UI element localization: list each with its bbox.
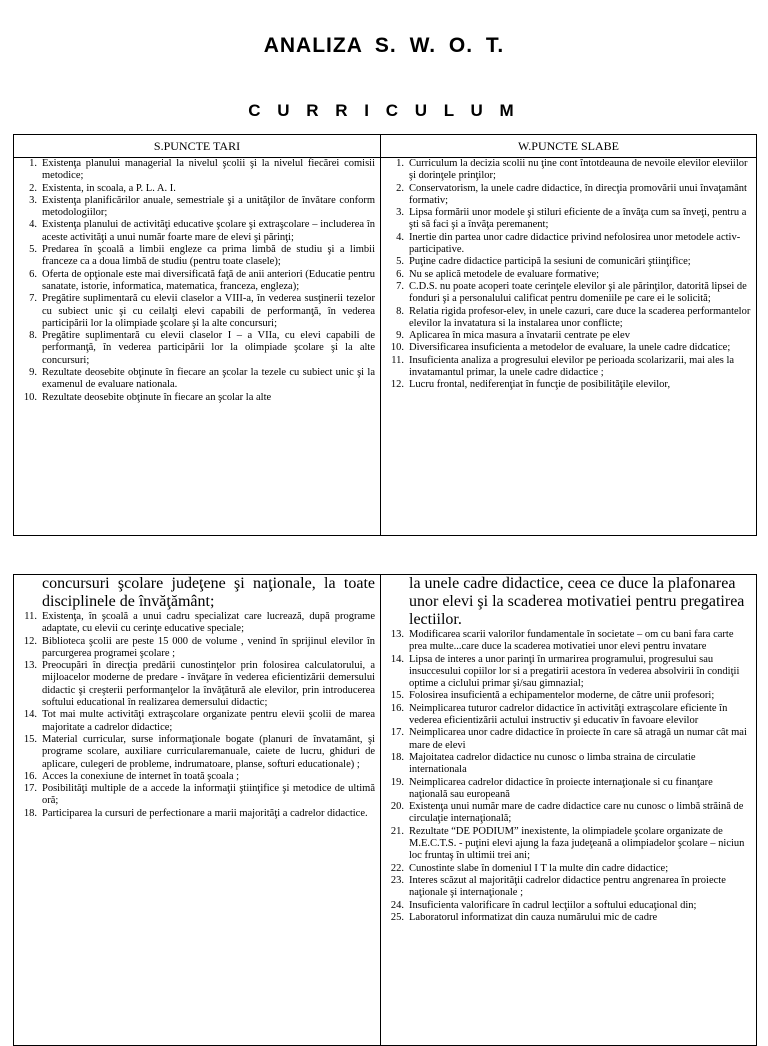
list-item-text: Puţine cadre didactice participă la sesiuni de comunicări ştiinţifice; [409,256,691,268]
strengths-list-continued [14,611,380,820]
list-item-text: Posibilităţi multiple de a accede la informaţii ştiinţifice şi metodice de ultimă oră; [42,783,375,807]
list-item-text: Preocupări în direcţia predării cunostinţelor prin folosirea calculatorului, a mijloacelor moderne de predare - învăţare în vederea eficientizării demersului didactic şi creşterii performanţelor la învăţătură ale elevilor, prin introducerea softului educational în realizarea demersului didactic; [42,660,375,709]
list-item [14,219,380,244]
list-item-number: 4. [29,219,37,231]
list-item [14,771,380,783]
list-item-text: Existenţa planului managerial la nivelul şcolii şi la nivelul fiecărei comisii metodice; [42,158,375,182]
list-item-number: 20. [390,801,404,813]
list-item-text: Pregătire suplimentară cu elevii claselor a VIII-a, în vederea susţinerii tezelor cu subiect unic şi cu ceilalţi elevi capabili de performanţă, în vederea participării lor la olimpiade şcolare şi la alte concursuri; [42,293,375,329]
list-item [381,256,756,268]
strengths-list [14,158,380,404]
list-item-number: 4. [396,231,404,243]
list-item-text: Neimplicarea cadrelor didactice în proiecte internaţionale si cu finanţare naţională sau europeană [409,776,713,800]
weaknesses-list [381,158,756,392]
list-item-number: 25. [390,911,404,923]
list-item-text: Conservatorism, la unele cadre didactice, în direcţia promovării unui învaţamânt formativ; [409,182,747,206]
list-item [381,826,756,863]
list-item [381,330,756,342]
list-item-text: Majoitatea cadrelor didactice nu cunosc o limba straina de circulatie internationala [409,751,696,776]
list-item-number: 11. [24,611,37,622]
list-item-text: Existenta, in scoala, a P. L. A. I. [42,182,176,194]
list-item-number: 5. [29,244,37,256]
list-item-number: 8. [396,305,404,317]
list-item-text: Pregătire suplimentară cu elevii claselor I – a VIIa, cu elevi capabili de performanţă, în vederea participării lor la olimpiade şcolare şi la alte concursuri; [42,330,375,366]
list-item-text: Rezultate deosebite obţinute în fiecare an şcolar la tezele cu subiect unic şi la examenul de evaluare nationala. [42,367,375,391]
list-item [14,158,380,183]
column-header-strengths: S.PUNCTE TARI [14,135,381,158]
list-item-number: 17. [23,783,37,795]
list-item-number: 19. [390,776,404,788]
list-item [381,912,756,924]
list-item-text: Participarea la cursuri de perfectionare a marii majorităţi a cadrelor didactice. [42,807,368,819]
swot-table-page-1 [13,134,757,536]
list-item [381,801,756,826]
list-item-number: 9. [396,330,404,342]
list-item [381,183,756,208]
list-item-number: 2. [396,182,404,194]
list-item [381,629,756,654]
list-item [381,379,756,391]
list-item-text: Existenţa, în şcoală a unui cadru specializat care lucrează, după programe adaptate, cu elevii cu cerinţe educative speciale; [42,611,375,635]
list-item-number: 3. [29,194,37,206]
list-item-text: Modificarea scarii valorilor fundamentale în societate – om cu bani fara carte prea multe...care duce la scaderea motivatiei unor elevi pentru invatare [409,629,734,653]
list-item-number: 18. [390,751,404,763]
list-item-text: Lipsa de interes a unor parinţi în urmarirea programului, progresului sau insuccesului copiilor lor si a pregatirii acestora în vederea absolvirii în condiţii optime a ciclului primar şi/sau gimnazial; [409,653,740,690]
list-item [381,654,756,691]
list-item-number: 16. [390,702,404,714]
list-item-text: Tot mai multe activităţi extraşcolare organizate pentru elevii şcolii de marea majoritate a cadrelor didactice; [42,709,375,733]
list-item [381,207,756,232]
list-item-text: Neimplicarea tuturor cadrelor didactice în activităţi extraşcolare eficiente în vederea eficientizării actului instructiv şi educativ în favoare elevilor [409,702,728,727]
list-item [14,195,380,220]
list-item [381,306,756,331]
list-item-text: Lucru frontal, nediferenţiat în funcţie de posibilităţile elevilor, [409,379,671,391]
list-item-number: 14. [390,653,404,665]
list-item [381,342,756,354]
list-item-text: Laboratorul informatizat din cauza numărului mic de cadre [409,911,658,923]
list-item [381,863,756,875]
strengths-cell [14,158,381,536]
list-item-number: 24. [390,899,404,911]
list-item [381,727,756,752]
list-item-number: 12. [23,635,37,647]
list-item-number: 10. [23,391,37,403]
section-heading-curriculum: C U R R I C U L U M [248,101,520,120]
list-item-number: 10. [390,342,404,354]
list-item [381,900,756,912]
list-item [14,783,380,808]
list-item-number: 5. [396,256,404,268]
list-item-text: Acces la conexiune de internet în toată şcoala ; [42,770,240,782]
list-item [14,808,380,820]
list-item-text: Insuficienta valorificare în cadrul lecţiilor a softului educaţional din; [409,899,697,911]
list-item-number: 8. [29,330,37,342]
document-title: ANALIZA S. W. O. T. [263,34,505,57]
weaknesses-cell-continued [381,575,757,1046]
list-item-text: Relatia rigida profesor-elev, in unele cazuri, care duce la scaderea performantelor elevilor la invatatura si la instalarea unor conflicte; [409,305,751,329]
list-item [14,269,380,294]
list-item-text: Rezultate deosebite obţinute în fiecare an şcolar la alte [42,391,272,403]
list-item [381,281,756,306]
list-item-number: 15. [390,690,404,702]
list-item-text: Diversificarea insuficienta a metodelor de evaluare, la unele cadre didcatice; [409,342,731,354]
list-item [381,777,756,802]
list-item-text: Oferta de opţionale este mai diversificată faţă de anii anteriori (Educatie pentru sanatate, istorie, informatica, matematica, franceza, engleza); [42,268,375,292]
list-item-number: 12. [390,379,404,391]
weaknesses-cell [381,158,757,536]
list-item-text: Rezultate “DE PODIUM” inexistente, la olimpiadele şcolare organizate de M.E.C.T.S. - puţini elevi ajung la faza judeţeană a olimpiadelor şcolare – niciun loc fruntaş în ultimii trei ani; [409,825,745,862]
list-item [14,734,380,771]
list-item-number: 2. [29,182,37,194]
list-item-number: 15. [23,733,37,745]
list-item-number: 16. [23,770,37,782]
list-item-number: 21. [390,825,404,837]
list-item-number: 17. [390,727,404,739]
list-item-number: 6. [396,268,404,280]
list-item-text: Aplicarea în mica masura a învatarii centrate pe elev [409,330,630,342]
list-item-text: Existenţa unui număr mare de cadre didactice care nu cunosc o limbă străină de circulaţie internaţională; [409,801,744,825]
list-item-number: 13. [23,660,37,672]
list-item-number: 11. [391,354,404,366]
list-item-text: Biblioteca şcolii are peste 15 000 de volume , venind în sprijinul elevilor în parcurgerea programei şcolare ; [42,635,375,659]
list-item [14,636,380,661]
list-item [14,330,380,367]
strengths-cell-continued [14,575,381,1046]
list-item-text: Cunostinte slabe în domeniul I T la multe din cadre didactice; [409,862,669,874]
list-item [14,183,380,195]
list-item-number: 14. [23,709,37,721]
swot-table-page-2 [13,574,757,1046]
list-item-number: 7. [396,280,404,292]
list-item [381,232,756,257]
list-item-text: Folosirea insuficientă a echipamentelor moderne, de către unii profesori; [409,690,715,702]
list-item-text: Predarea în şcoală a limbii engleze ca prima limbă de studiu şi a limbii franceze ca a doua limbă de studiu (pentru toate clasele); [42,244,375,268]
list-item [14,611,380,636]
list-item-number: 7. [29,293,37,305]
list-item [381,875,756,900]
list-item [14,392,380,404]
list-item [381,703,756,728]
list-item-number: 3. [396,207,404,219]
list-item-number: 23. [390,874,404,886]
list-item-text: Existenţa planificărilor anuale, semestriale şi a unităţilor de învătare conform metodologiilor; [42,194,375,219]
list-item-text: Existenţa planului de activităţi educative şcolare şi extraşcolare – includerea în aceste activităţi a unui număr foarte mare de elevi şi părinţi; [42,219,375,243]
list-item-number: 6. [29,268,37,280]
list-item-text: C.D.S. nu poate acoperi toate cerinţele elevilor şi ale părinţilor, datorită lipsei de fonduri şi a personalului calificat pentru domeniile pe care ei le solicită; [409,280,747,305]
list-item [14,660,380,709]
list-item-number: 13. [390,629,404,640]
column-header-weaknesses: W.PUNCTE SLABE [381,135,757,158]
weaknesses-list-continued [381,629,756,924]
list-item-text: Inertie din partea unor cadre didactice privind nefolosirea unor metodele activ- participative. [409,231,741,256]
list-item-number: 22. [390,862,404,874]
list-item-text: Neimplicarea unor cadre didactice în proiecte în care să atragă un numar cât mai mare de elevi [409,727,747,751]
list-item-text: Material curricular, surse informaţionale bogate (planuri de învatamânt, şi programe scolare, auxiliare curricularemanuale, caiete de lucru, ghiduri de aplicare, culegeri de probleme, indrumatoare, planse, softuri educationale) ; [42,733,375,770]
list-item [14,244,380,269]
list-item-number: 9. [29,367,37,379]
weaknesses-continuation-text: la unele cadre didactice, ceea ce duce la plafonarea unor elevi şi la scaderea motivatiei pentru pregatirea lectiilor. [409,575,745,628]
list-item [381,269,756,281]
list-item [381,690,756,702]
list-item-number: 1. [29,158,37,169]
list-item [381,752,756,777]
list-item-number: 18. [23,807,37,819]
list-item [381,158,756,183]
list-item-number: 1. [396,158,404,169]
list-item [14,709,380,734]
list-item-text: Insuficienta analiza a progresului elevilor pe perioada scolarizarii, mai ales la invatamantul primar, la unele cadre didactice ; [409,354,735,379]
list-item-text: Nu se aplică metodele de evaluare formative; [409,268,600,280]
list-item-text: Curriculum la decizia scolii nu ţine cont întotdeauna de nevoile elevilor eleviilor şi dorinţele prinţilor; [409,158,748,182]
list-item-text: Interes scăzut al majorităţii cadrelor didactice pentru angrenarea în proiecte naţionale şi internaţionale ; [409,874,726,899]
list-item [14,367,380,392]
list-item [14,293,380,330]
list-item [381,355,756,380]
strengths-continuation-text: concursuri şcolare judeţene şi naţionale, la toate disciplinele de învăţământ; [42,575,375,610]
list-item-text: Lipsa formării unor modele şi stiluri eficiente de a învăţa cum sa înveţi, pentru a şti să faci şi a învăţa peremanent; [409,207,747,231]
